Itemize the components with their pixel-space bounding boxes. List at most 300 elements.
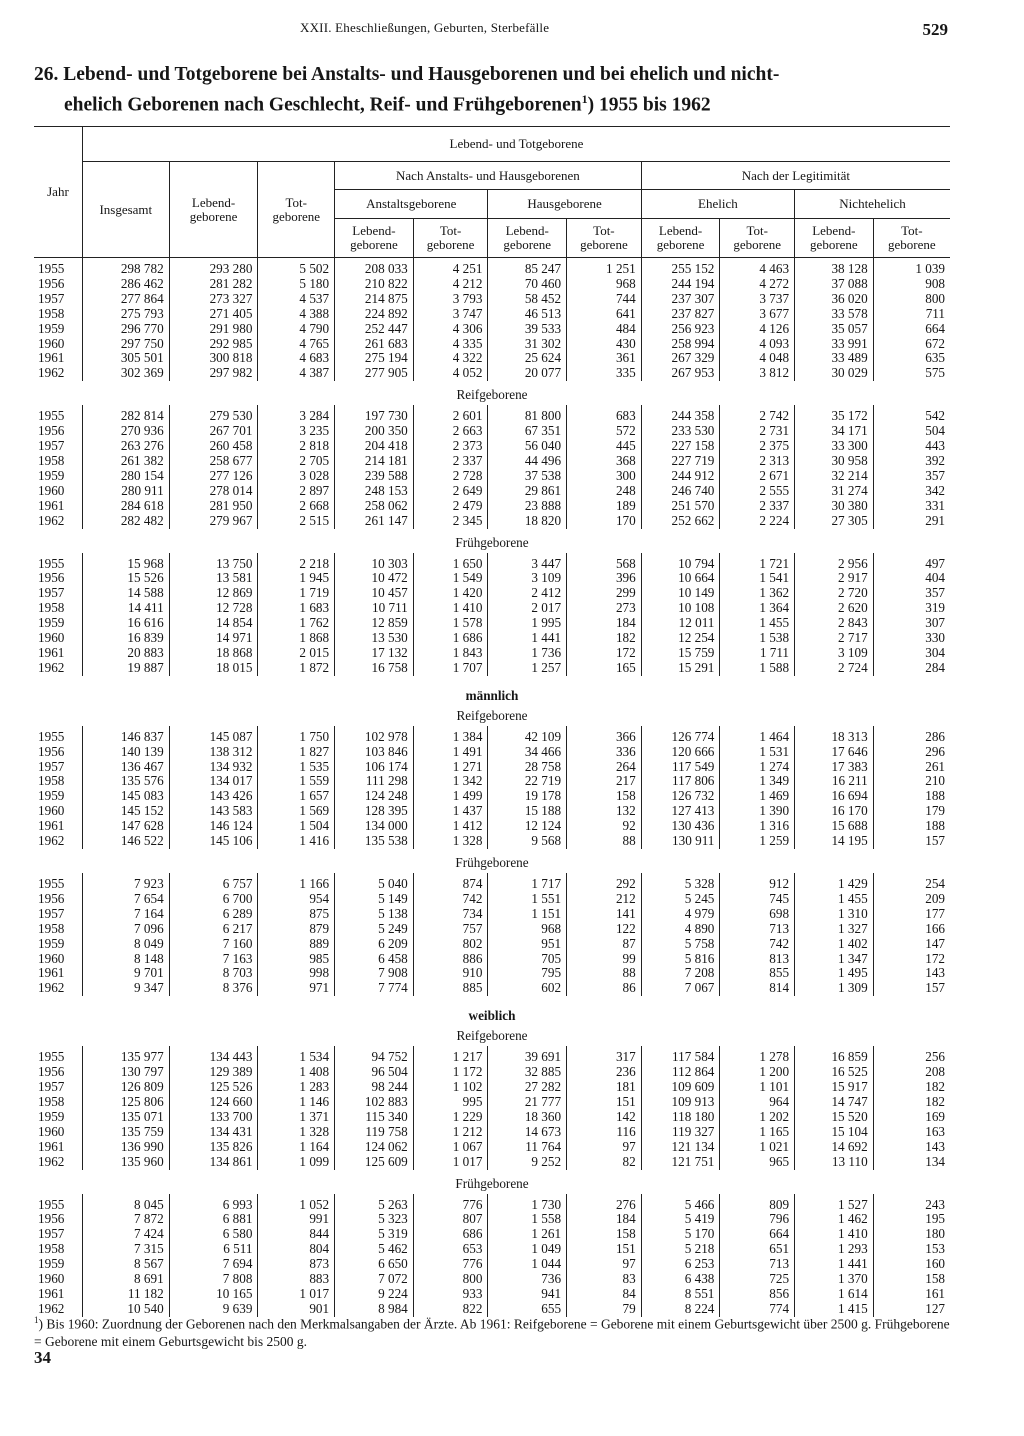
value-cell: 542 [873,405,950,424]
value-cell: 1 441 [795,1257,874,1272]
value-cell: 1 412 [413,819,488,834]
value-cell: 1 217 [413,1046,488,1065]
value-cell: 672 [873,337,950,352]
value-cell: 15 968 [82,553,169,572]
value-cell: 319 [873,601,950,616]
title-line-2 [34,87,954,118]
value-cell: 1 327 [795,922,874,937]
value-cell: 21 777 [488,1095,567,1110]
value-cell: 7 872 [82,1212,169,1227]
value-cell: 1 166 [258,873,335,892]
value-cell: 267 701 [169,424,258,439]
value-cell: 2 720 [795,586,874,601]
year-cell: 1959 [38,615,65,631]
value-cell: 1 650 [413,553,488,572]
year-cell: 1959 [38,467,65,483]
table-row [34,661,950,676]
table-row [34,424,950,439]
value-cell: 8 148 [82,952,169,967]
value-cell: 94 752 [335,1046,414,1065]
value-cell: 79 [567,1302,642,1317]
value-cell: 6 580 [169,1227,258,1242]
value-cell: 5 758 [641,937,720,952]
value-cell: 263 276 [82,439,169,454]
value-cell: 4 126 [720,322,795,337]
value-cell: 279 530 [169,405,258,424]
value-cell: 807 [413,1212,488,1227]
value-cell: 118 180 [641,1110,720,1125]
value-cell: 9 224 [335,1287,414,1302]
value-cell: 795 [488,966,567,981]
value-cell: 5 149 [335,892,414,907]
header-sub-lebend: Lebend- geborene [795,219,874,258]
table-row [34,981,950,996]
header-hausgeborene: Hausgeborene [488,190,641,219]
value-cell: 82 [567,1155,642,1170]
value-cell: 7 808 [169,1272,258,1287]
value-cell: 92 [567,819,642,834]
value-cell: 158 [873,1272,950,1287]
year-cell: 1962 [38,980,65,996]
value-cell: 132 [567,804,642,819]
table-row [34,1212,950,1227]
value-cell: 188 [873,819,950,834]
value-cell: 23 888 [488,499,567,514]
table-row [34,322,950,337]
year-cell: 1956 [38,1211,65,1227]
value-cell: 6 209 [335,937,414,952]
value-cell: 244 912 [641,469,720,484]
value-cell: 36 020 [795,292,874,307]
value-cell: 31 302 [488,337,567,352]
value-cell: 1 464 [720,726,795,745]
value-cell: 1 259 [720,834,795,849]
value-cell: 197 730 [335,405,414,424]
value-cell: 2 345 [413,514,488,529]
year-cell: 1955 [38,1196,65,1212]
value-cell: 135 576 [82,774,169,789]
value-cell: 5 462 [335,1242,414,1257]
value-cell: 14 692 [795,1140,874,1155]
sex-label: weiblich [468,1008,516,1024]
table-row [34,1080,950,1095]
value-cell: 1 534 [258,1046,335,1065]
value-cell: 2 218 [258,553,335,572]
value-cell: 204 418 [335,439,414,454]
value-cell: 273 327 [169,292,258,307]
value-cell: 116 [567,1125,642,1140]
value-cell: 875 [258,907,335,922]
value-cell: 1 717 [488,873,567,892]
table-row [34,1287,950,1302]
sex-label-row [34,996,950,1026]
value-cell: 35 057 [795,322,874,337]
year-cell: 1960 [38,803,65,819]
value-cell: 998 [258,966,335,981]
value-cell: 995 [413,1095,488,1110]
value-cell: 145 152 [82,804,169,819]
value-cell: 1 384 [413,726,488,745]
value-cell: 117 549 [641,760,720,775]
table-row [34,439,950,454]
value-cell: 2 671 [720,469,795,484]
header-lebendgeborene: Lebend- geborene [169,162,258,258]
value-cell: 280 911 [82,484,169,499]
value-cell: 5 319 [335,1227,414,1242]
value-cell: 279 967 [169,514,258,529]
value-cell: 1 535 [258,760,335,775]
table-row [34,351,950,366]
value-cell: 2 313 [720,454,795,469]
value-cell: 29 861 [488,484,567,499]
value-cell: 172 [567,646,642,661]
value-cell: 106 174 [335,760,414,775]
year-cell: 1962 [38,512,65,528]
value-cell: 651 [720,1242,795,1257]
value-cell: 6 700 [169,892,258,907]
value-cell: 2 337 [413,454,488,469]
value-cell: 1 390 [720,804,795,819]
table-row [34,277,950,292]
value-cell: 1 551 [488,892,567,907]
header-sub-tot: Tot- geborene [413,219,488,258]
value-cell: 102 883 [335,1095,414,1110]
value-cell: 7 164 [82,907,169,922]
value-cell: 1 017 [413,1155,488,1170]
value-cell: 302 369 [82,366,169,381]
value-cell: 33 991 [795,337,874,352]
value-cell: 1 067 [413,1140,488,1155]
header-insgesamt: Insgesamt [82,162,169,258]
value-cell: 8 045 [82,1194,169,1213]
value-cell: 430 [567,337,642,352]
value-cell: 58 452 [488,292,567,307]
value-cell: 275 793 [82,307,169,322]
value-cell: 6 511 [169,1242,258,1257]
value-cell: 641 [567,307,642,322]
value-cell: 282 482 [82,514,169,529]
sex-label-row [34,676,950,706]
value-cell: 9 347 [82,981,169,996]
value-cell: 33 578 [795,307,874,322]
value-cell: 6 881 [169,1212,258,1227]
value-cell: 153 [873,1242,950,1257]
value-cell: 14 411 [82,601,169,616]
value-cell: 4 790 [258,322,335,337]
table-row [34,726,950,745]
value-cell: 300 818 [169,351,258,366]
table-row [34,1227,950,1242]
year-cell: 1956 [38,570,65,586]
value-cell: 1 462 [795,1212,874,1227]
value-cell: 10 540 [82,1302,169,1317]
value-cell: 6 253 [641,1257,720,1272]
value-cell: 19 887 [82,661,169,676]
value-cell: 277 126 [169,469,258,484]
value-cell: 117 806 [641,774,720,789]
value-cell: 30 958 [795,454,874,469]
table-row [34,469,950,484]
value-cell: 212 [567,892,642,907]
value-cell: 103 846 [335,745,414,760]
value-cell: 1 614 [795,1287,874,1302]
value-cell: 84 [567,1287,642,1302]
table-row [34,1242,950,1257]
value-cell: 2 601 [413,405,488,424]
value-cell: 1 402 [795,937,874,952]
value-cell: 5 502 [258,258,335,277]
year-cell: 1957 [38,905,65,921]
value-cell: 32 885 [488,1065,567,1080]
value-cell: 165 [567,661,642,676]
value-cell: 908 [873,277,950,292]
value-cell: 129 389 [169,1065,258,1080]
value-cell: 4 890 [641,922,720,937]
value-cell: 83 [567,1272,642,1287]
value-cell: 44 496 [488,454,567,469]
year-cell: 1959 [38,1256,65,1272]
value-cell: 1 044 [488,1257,567,1272]
value-cell: 1 437 [413,804,488,819]
year-cell: 1955 [38,408,65,424]
header-anstaltsgeborene: Anstaltsgeborene [335,190,488,219]
value-cell: 1 271 [413,760,488,775]
value-cell: 135 071 [82,1110,169,1125]
year-cell: 1956 [38,890,65,906]
year-cell: 1955 [38,261,65,276]
value-cell: 10 711 [335,601,414,616]
section-label: Frühgeborene [455,1175,529,1191]
header-sub-tot: Tot- geborene [720,219,795,258]
value-cell: 1 172 [413,1065,488,1080]
value-cell: 292 [567,873,642,892]
value-cell: 3 284 [258,405,335,424]
value-cell: 10 664 [641,571,720,586]
value-cell: 2 917 [795,571,874,586]
value-cell: 744 [567,292,642,307]
value-cell: 1 541 [720,571,795,586]
value-cell: 4 052 [413,366,488,381]
value-cell: 725 [720,1272,795,1287]
value-cell: 2 555 [720,484,795,499]
value-cell: 653 [413,1242,488,1257]
value-cell: 270 936 [82,424,169,439]
year-cell: 1962 [38,833,65,849]
value-cell: 484 [567,322,642,337]
value-cell: 16 525 [795,1065,874,1080]
value-cell: 37 088 [795,277,874,292]
value-cell: 16 694 [795,789,874,804]
value-cell: 267 953 [641,366,720,381]
value-cell: 445 [567,439,642,454]
value-cell: 112 864 [641,1065,720,1080]
value-cell: 28 758 [488,760,567,775]
value-cell: 278 014 [169,484,258,499]
value-cell: 396 [567,571,642,586]
header-sub-lebend: Lebend- geborene [488,219,567,258]
value-cell: 964 [720,1095,795,1110]
value-cell: 96 504 [335,1065,414,1080]
value-cell: 3 028 [258,469,335,484]
value-cell: 1 200 [720,1065,795,1080]
year-cell: 1957 [38,758,65,774]
value-cell: 1 349 [720,774,795,789]
table-row [34,873,950,892]
value-cell: 1 868 [258,631,335,646]
value-cell: 10 108 [641,601,720,616]
section-label-row [34,849,950,873]
value-cell: 3 447 [488,553,567,572]
value-cell: 4 979 [641,907,720,922]
value-cell: 2 017 [488,601,567,616]
value-cell: 30 029 [795,366,874,381]
value-cell: 1 559 [258,774,335,789]
value-cell: 1 686 [413,631,488,646]
value-cell: 1 257 [488,661,567,676]
value-cell: 117 584 [641,1046,720,1065]
value-cell: 856 [720,1287,795,1302]
table-row [34,1125,950,1140]
value-cell: 121 751 [641,1155,720,1170]
year-cell: 1956 [38,1064,65,1080]
table-row [34,952,950,967]
value-cell: 8 691 [82,1272,169,1287]
value-cell: 879 [258,922,335,937]
section-label: Reifgeborene [456,387,528,403]
value-cell: 8 984 [335,1302,414,1317]
year-cell: 1957 [38,1079,65,1095]
value-cell: 635 [873,351,950,366]
year-cell: 1962 [38,1153,65,1169]
value-cell: 151 [567,1095,642,1110]
value-cell: 252 447 [335,322,414,337]
value-cell: 883 [258,1272,335,1287]
value-cell: 143 [873,1140,950,1155]
value-cell: 4 093 [720,337,795,352]
value-cell: 655 [488,1302,567,1317]
value-cell: 4 683 [258,351,335,366]
value-cell: 5 170 [641,1227,720,1242]
value-cell: 16 758 [335,661,414,676]
value-cell: 361 [567,351,642,366]
value-cell: 1 578 [413,616,488,631]
section-label-row [34,529,950,553]
value-cell: 1 049 [488,1242,567,1257]
value-cell: 368 [567,454,642,469]
value-cell: 742 [413,892,488,907]
value-cell: 246 740 [641,484,720,499]
year-cell: 1956 [38,423,65,439]
value-cell: 127 413 [641,804,720,819]
value-cell: 188 [873,789,950,804]
value-cell: 1 657 [258,789,335,804]
value-cell: 711 [873,307,950,322]
value-cell: 1 316 [720,819,795,834]
year-cell: 1959 [38,320,65,336]
value-cell: 14 854 [169,616,258,631]
value-cell: 3 793 [413,292,488,307]
value-cell: 392 [873,454,950,469]
year-cell: 1959 [38,1108,65,1124]
value-cell: 7 208 [641,966,720,981]
value-cell: 3 812 [720,366,795,381]
value-cell: 1 370 [795,1272,874,1287]
year-cell: 1959 [38,935,65,951]
value-cell: 200 350 [335,424,414,439]
value-cell: 307 [873,616,950,631]
value-cell: 27 282 [488,1080,567,1095]
value-cell: 822 [413,1302,488,1317]
table-row [34,1065,950,1080]
value-cell: 151 [567,1242,642,1257]
value-cell: 1 309 [795,981,874,996]
value-cell: 4 765 [258,337,335,352]
value-cell: 4 212 [413,277,488,292]
value-cell: 1 711 [720,646,795,661]
year-cell: 1961 [38,497,65,513]
value-cell: 1 052 [258,1194,335,1213]
value-cell: 102 978 [335,726,414,745]
value-cell: 208 033 [335,258,414,277]
value-cell: 275 194 [335,351,414,366]
value-cell: 7 067 [641,981,720,996]
value-cell: 331 [873,499,950,514]
value-cell: 1 420 [413,586,488,601]
title-line-2-text: ehelich Geborenen nach Geschlecht, Reif- und Frühgeborenen [64,94,582,116]
value-cell: 136 990 [82,1140,169,1155]
table-row [34,514,950,529]
value-cell: 1 995 [488,616,567,631]
header-totgeborene: Tot- geborene [258,162,335,258]
value-cell: 1 416 [258,834,335,849]
value-cell: 1 730 [488,1194,567,1213]
value-cell: 145 106 [169,834,258,849]
value-cell: 261 147 [335,514,414,529]
value-cell: 12 011 [641,616,720,631]
value-cell: 19 178 [488,789,567,804]
value-cell: 1 328 [413,834,488,849]
value-cell: 70 460 [488,277,567,292]
value-cell: 138 312 [169,745,258,760]
value-cell: 10 794 [641,553,720,572]
value-cell: 1 491 [413,745,488,760]
value-cell: 125 526 [169,1080,258,1095]
table-body [34,258,950,1317]
value-cell: 15 917 [795,1080,874,1095]
value-cell: 1 283 [258,1080,335,1095]
year-cell: 1960 [38,1123,65,1139]
value-cell: 34 171 [795,424,874,439]
value-cell: 27 305 [795,514,874,529]
value-cell: 575 [873,366,950,381]
value-cell: 2 375 [720,439,795,454]
value-cell: 146 522 [82,834,169,849]
value-cell: 776 [413,1194,488,1213]
year-cell: 1956 [38,275,65,291]
value-cell: 8 224 [641,1302,720,1317]
year-cell: 1957 [38,438,65,454]
value-cell: 273 [567,601,642,616]
value-cell: 8 703 [169,966,258,981]
value-cell: 97 [567,1257,642,1272]
value-cell: 15 688 [795,819,874,834]
value-cell: 1 750 [258,726,335,745]
value-cell: 14 747 [795,1095,874,1110]
value-cell: 504 [873,424,950,439]
value-cell: 142 [567,1110,642,1125]
section-label: Frühgeborene [455,855,529,870]
value-cell: 46 513 [488,307,567,322]
